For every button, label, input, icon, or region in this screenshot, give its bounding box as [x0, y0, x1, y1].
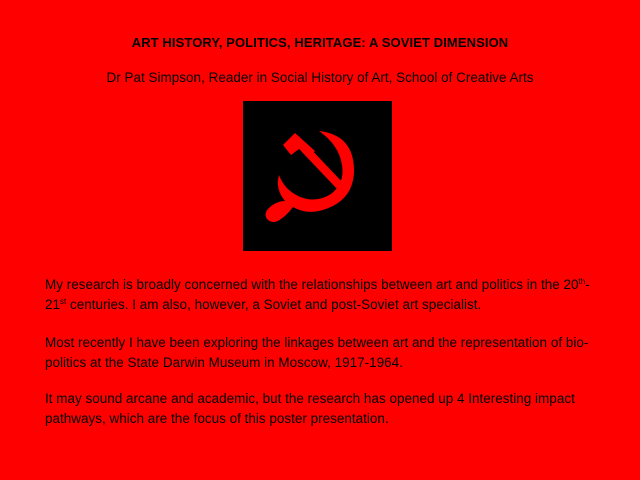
- paragraph-text: My research is broadly concerned with the relationships between art and politics in the 20: [45, 277, 579, 292]
- paragraph-research-focus: [45, 275, 605, 315]
- paragraph-recent-work: Most recently I have been exploring the linkages between art and the representation of bio-politics at the State Darwin Museum in Moscow, 1917-1964.: [45, 335, 589, 370]
- paragraph-impact-pathways: It may sound arcane and academic, but the research has opened up 4 Interesting impact pathways, which are the focus of this poster presentation.: [45, 391, 575, 426]
- superscript-ordinal: th: [578, 277, 586, 286]
- slide-title: ART HISTORY, POLITICS, HERITAGE: A SOVIET DIMENSION: [131, 35, 509, 50]
- paragraph-text: centuries. I am also, however, a Soviet and post-Soviet art specialist.: [66, 297, 482, 312]
- hammer-and-sickle-icon: [243, 101, 392, 251]
- paragraph-text: -21: [45, 277, 590, 312]
- author-subtitle: Dr Pat Simpson, Reader in Social History of Art, School of Creative Arts: [106, 70, 534, 85]
- superscript-ordinal: st: [60, 297, 67, 306]
